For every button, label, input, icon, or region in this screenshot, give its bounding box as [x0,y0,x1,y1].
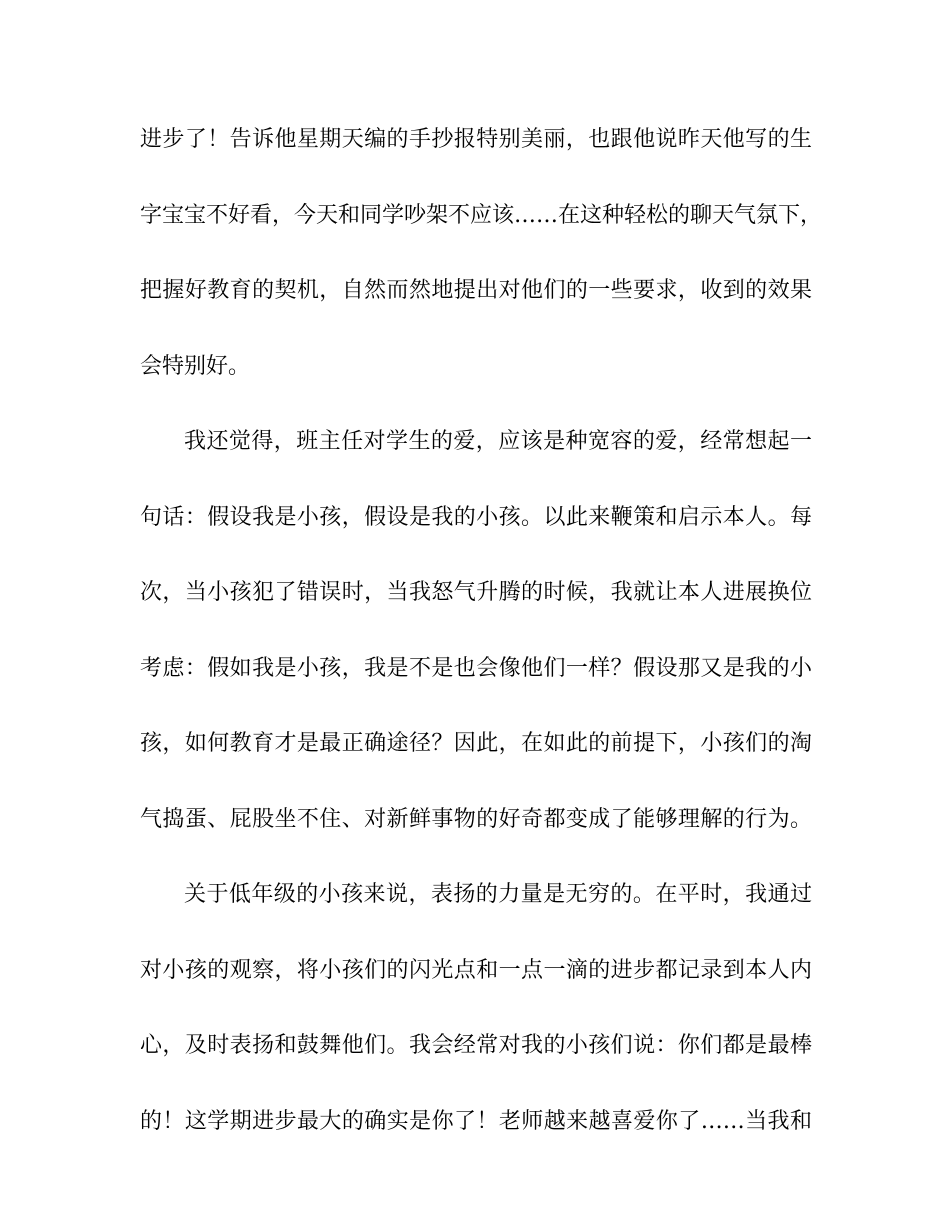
text-line: 对小孩的观察，将小孩们的闪光点和一点一滴的进步都记录到本人内 [140,957,812,983]
text-line: 心，及时表扬和鼓舞他们。我会经常对我的小孩们说：你们都是最棒 [140,1033,812,1058]
paragraph-first-line: 关于低年级的小孩来说，表扬的力量是无穷的。在平时，我通过 [184,882,812,907]
text-line: 的！这学期进步最大的确实是你了！老师越来越喜爱你了……当我和 [140,1108,812,1134]
text-line: 次，当小孩犯了错误时，当我怒气升腾的时候，我就让本人进展换位 [140,580,812,605]
text-line: 考虑：假如我是小孩，我是不是也会像他们一样？假设那又是我的小 [140,655,812,681]
text-line: 孩，如何教育才是最正确途径？因此，在如此的前提下，小孩们的淘 [140,731,812,756]
document-body [140,122,823,1140]
text-line: 把握好教育的契机，自然而然地提出对他们的一些要求，收到的效果 [140,278,812,303]
text-line: 字宝宝不好看，今天和同学吵架不应该……在这种轻松的聊天气氛下， [140,202,823,228]
text-line: 会特别好。 [140,353,251,379]
text-line: 句话：假设我是小孩，假设是我的小孩。以此来鞭策和启示本人。每 [140,504,812,530]
paragraph-first-line: 我还觉得，班主任对学生的爱，应该是种宽容的爱，经常想起一 [184,429,812,454]
text-line: 气捣蛋、屁股坐不住、对新鲜事物的好奇都变成了能够理解的行为。 [140,806,812,832]
text-line: 进步了！告诉他星期天编的手抄报特别美丽，也跟他说昨天他写的生 [140,127,812,152]
